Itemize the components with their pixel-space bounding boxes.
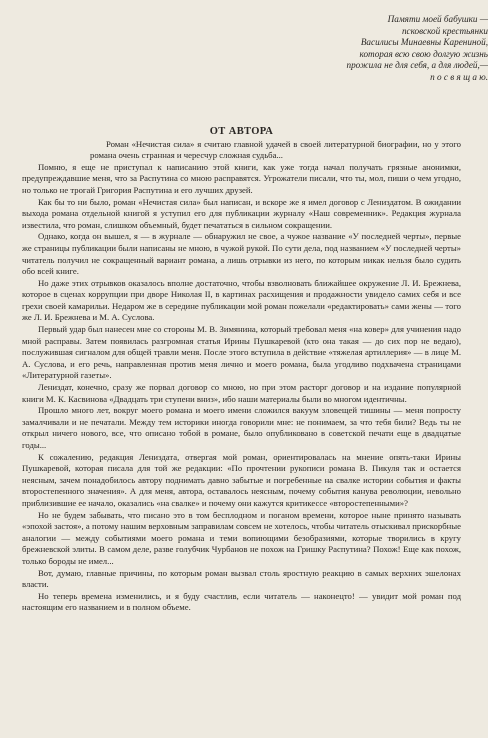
dedication-line: которая всю свою долгую жизнь [359,48,488,59]
document-body [22,139,461,614]
dedication-line: п о с в я щ а ю. [430,71,488,82]
paragraph: Вот, думаю, главные причины, по которым роман вызвал столь яростную реакцию в самых верхних эшелонах власти. [22,567,461,590]
paragraph: Роман «Нечистая сила» я считаю главной удачей в своей литературной биографии, но у этого романа очень странная и чересчур сложная судьба... [90,138,461,161]
paragraph: Лениздат, конечно, сразу же порвал договор со мною, но при этом расторг договор и на издание популярной книги М. К. Касвинова «Двадцать три ступени вниз», ибо наши материалы были во многом идентичны. [22,382,461,404]
paragraph: Прошло много лет, вокруг моего романа и моего имени сложился вакуум зловещей тишины — меня попросту замалчивали и не печатали. Между тем историки иногда говорили мне: не понимаем, за что тебя били? Ведь ты не открыл ничего нового, все, что описано тобой в романе, было опубликовано в советской печати еще в двадцатые годы... [22,405,461,450]
paragraph: Но теперь времена изменились, и я буду счастлив, если читатель — наконецто! — увидит мой роман под настоящим его названием и в полном объеме. [22,590,461,613]
dedication-line: псковской крестьянки [401,25,488,36]
paragraph: Помню, я еще не приступал к написанию этой книги, как уже тогда начал получать грязные анонимки, предупреждавшие меня, что за Распутина со мною расправятся. Угрожатели писали, что ты, мол, пиши о чем угодно, но только не трогай Григория Распутина и его лучших друзей. [22,161,461,195]
paragraph: Но не будем забывать, что писано это в том бесплодном и поганом времени, которое ныне принято называть «эпохой застоя», а потому нашим верховным заправилам совсем не хотелось, чтобы читатель отыскивал прискорбные аналогии — между событиями моего романа и теми вопиющими безобразиями, которые творились в кругу брежневской элиты. В самом деле, разве голубчик Чурбанов не похож на Гришку Распутина? Похож! Еще как похож, только бороды не имел... [22,509,461,566]
paragraph: Однако, когда он вышел, я — в журнале — обнаружил не свое, а чужое название «У последней черты», первые же страницы публикации были написаны не мною, в чужой рукой. По сути дела, под названием «У последней черты» читатель получил не сокращенный вариант романа, а лишь отрывки из него, по которым никак нельзя было судить обо всей книге. [22,231,461,277]
dedication [318,14,488,84]
paragraph: Как бы то ни было, роман «Нечистая сила» был написан, и вскоре же я имел договор с Лениздатом. В ожидании выхода романа отдельной книгой я уступил его для публикации журналу «Наш современник». Редакция журнала известила, что роман, слишком объемный, будет печататься в сильном сокращении. [22,196,461,230]
paragraph: К сожалению, редакция Лениздата, отвергая мой роман, ориентировалась на мнение опять-таки Ирины Пушкаревой, которая писала для той же редакции: «По прочтении рукописи романа В. Пикуля так и остается неясным, зачем понадобилось автору поднимать давно забытые и погребенные на свалке истории события и факты второстепенного значения». А для меня, автора, оставалось неясным, почему события канува революции, невольно приблизившие ее начало, оказались «на свалке» и почему они кажутся критикессе «второстепенными»? [22,451,461,508]
dedication-line: прожила не для себя, а для людей,— [346,60,488,71]
paragraph: Но даже этих отрывков оказалось вполне достаточно, чтобы взволновать ближайшее окружение Л. И. Брежнева, которое в сценах коррупции при дворе Николая II, в картинах расхищения и продажности увидело самих себя и все грехи своей камарильи. Недаром же в середине публикации мой роман пожелали «редактировать» сами жены — того же Л. И. Брежнева и М. А. Суслова. [22,277,461,323]
dedication-line: Памяти моей бабушки — [387,14,488,24]
section-heading: ОТ АВТОРА [209,125,274,137]
dedication-line: Василисы Минаевны Карениной, [360,37,488,48]
paragraph: Первый удар был нанесен мне со стороны М. В. Зимянина, который требовал меня «на ковер» для учинения надо мной расправы. Затем появилась разгромная статья Ирины Пушкаревой (кто она такая — до сих пор не ведаю), послужившая сигналом для общей травли меня. После этого вступила в действие «тяжелая артиллерия» — в лице М. А. Суслова, и его речь, направленная против меня лично и моего романа, была угодливо подхвачена страницами «Литературной газеты». [22,324,461,381]
